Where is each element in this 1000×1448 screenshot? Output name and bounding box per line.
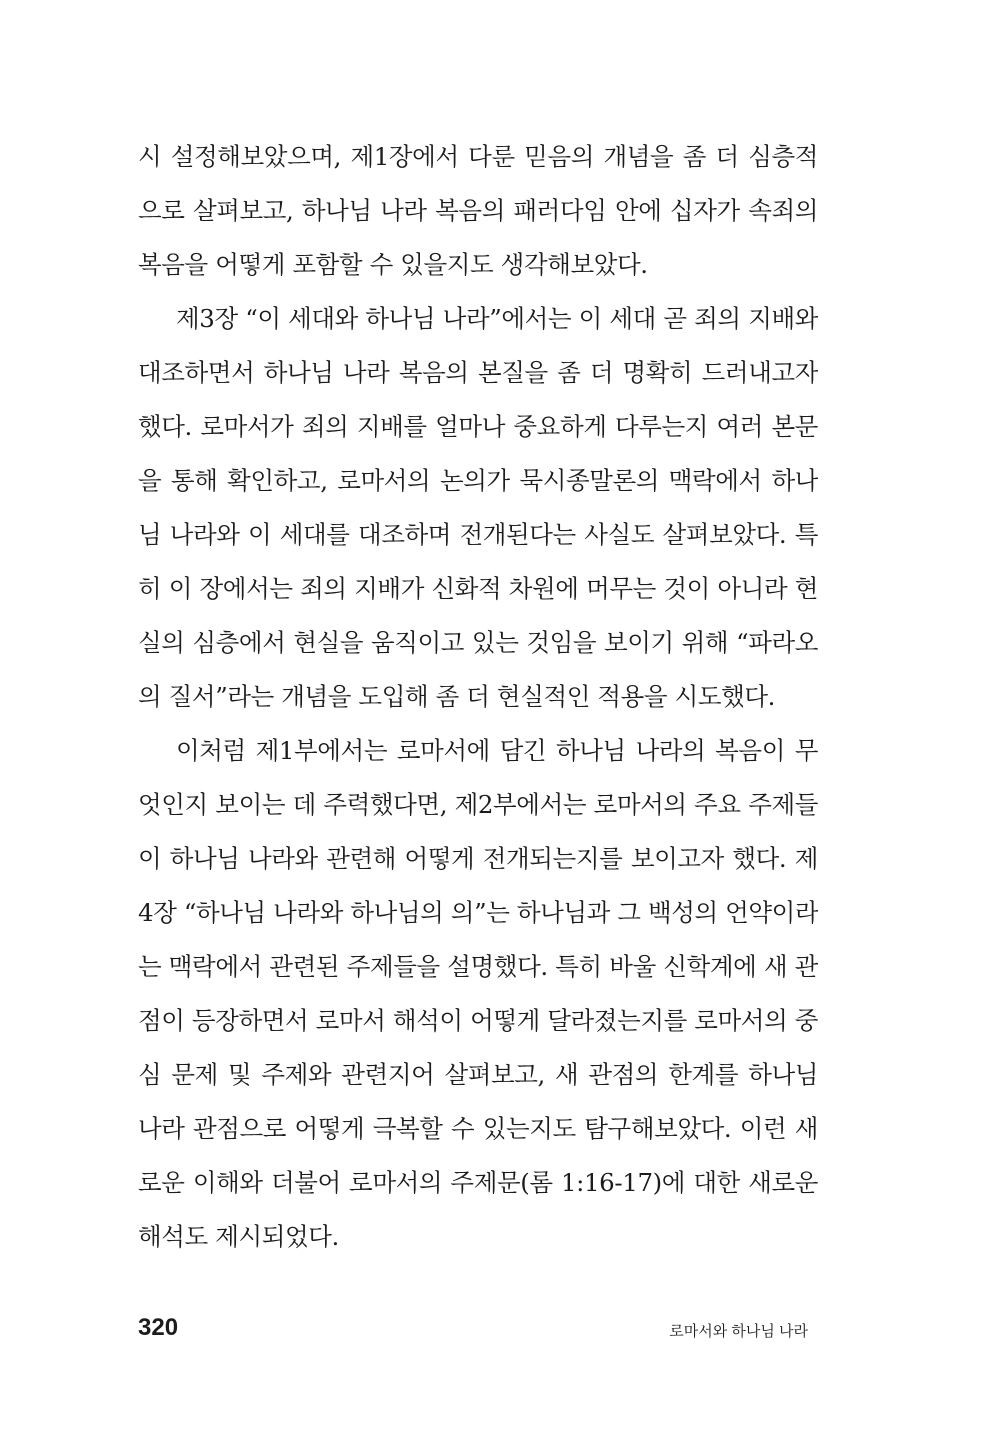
page-number: 320	[138, 1314, 179, 1341]
text-line: 으로 살펴보고, 하나님 나라 복음의 패러다임 안에 십자가 속죄의	[138, 196, 818, 225]
body-text	[138, 130, 818, 1264]
text-line: 점이 등장하면서 로마서 해석이 어떻게 달라졌는지를 로마서의 중	[138, 1006, 818, 1035]
text-line: 심 문제 및 주제와 관련지어 살펴보고, 새 관점의 한계를 하나님	[138, 1060, 818, 1089]
text-line: 는 맥락에서 관련된 주제들을 설명했다. 특히 바울 신학계에 새 관	[138, 952, 818, 981]
text-line: 4장 “하나님 나라와 하나님의 의”는 하나님과 그 백성의 언약이라	[138, 898, 818, 927]
text-line: 대조하면서 하나님 나라 복음의 본질을 좀 더 명확히 드러내고자	[138, 358, 818, 387]
text-line: 복음을 어떻게 포함할 수 있을지도 생각해보았다.	[138, 250, 648, 279]
text-line: 이처럼 제1부에서는 로마서에 담긴 하나님 나라의 복음이 무	[176, 736, 818, 765]
text-line: 나라 관점으로 어떻게 극복할 수 있는지도 탐구해보았다. 이런 새	[138, 1114, 818, 1143]
text-line: 해석도 제시되었다.	[138, 1222, 339, 1251]
text-line: 실의 심층에서 현실을 움직이고 있는 것임을 보이기 위해 “파라오	[138, 628, 818, 657]
text-line: 을 통해 확인하고, 로마서의 논의가 묵시종말론의 맥락에서 하나	[138, 466, 818, 495]
text-line: 이 하나님 나라와 관련해 어떻게 전개되는지를 보이고자 했다. 제	[138, 844, 818, 873]
text-line: 했다. 로마서가 죄의 지배를 얼마나 중요하게 다루는지 여러 본문	[138, 412, 818, 441]
running-title: 로마서와 하나님 나라	[669, 1323, 808, 1340]
text-line: 엇인지 보이는 데 주력했다면, 제2부에서는 로마서의 주요 주제들	[138, 790, 818, 819]
text-line: 로운 이해와 더불어 로마서의 주제문(롬 1:16-17)에 대한 새로운	[138, 1168, 818, 1197]
text-line: 히 이 장에서는 죄의 지배가 신화적 차원에 머무는 것이 아니라 현	[138, 574, 818, 603]
text-line: 님 나라와 이 세대를 대조하며 전개된다는 사실도 살펴보았다. 특	[138, 520, 818, 549]
text-line: 시 설정해보았으며, 제1장에서 다룬 믿음의 개념을 좀 더 심층적	[138, 142, 818, 171]
page-footer	[138, 1314, 808, 1348]
text-line: 제3장 “이 세대와 하나님 나라”에서는 이 세대 곧 죄의 지배와	[176, 304, 818, 333]
text-line: 의 질서”라는 개념을 도입해 좀 더 현실적인 적용을 시도했다.	[138, 682, 776, 711]
